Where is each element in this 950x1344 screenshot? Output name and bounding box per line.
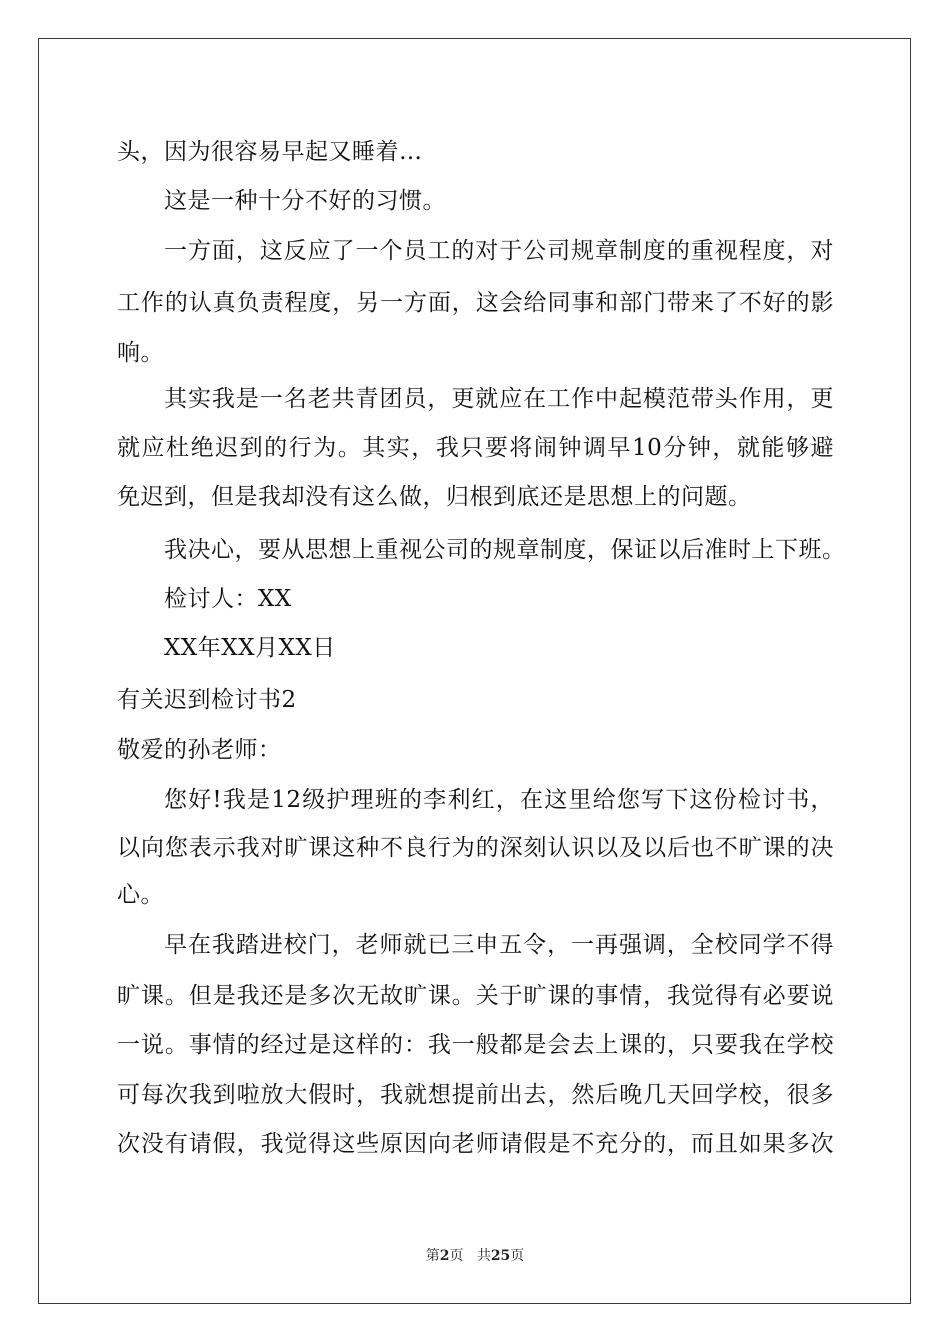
- salutation: 敬爱的孙老师：: [117, 737, 282, 763]
- text-line: 头，因为很容易早起又睡着…: [117, 139, 423, 165]
- page-footer: [0, 1247, 950, 1265]
- text-line: 次没有请假，我觉得这些原因向老师请假是不充分的，而且如果多次: [117, 1131, 834, 1157]
- text-line: 免迟到，但是我却没有这么做，归根到底还是思想上的问题。: [117, 484, 752, 510]
- text-line: 旷课。但是我还是多次无故旷课。关于旷课的事情，我觉得有必要说: [117, 983, 834, 1009]
- page-total: 25: [490, 1248, 511, 1264]
- text-line: 就应杜绝迟到的行为。其实，我只要将闹钟调早10分钟，就能够避: [117, 435, 834, 461]
- page-border: [38, 38, 911, 1304]
- text-line: 早在我踏进校门，老师就已三申五令，一再强调，全校同学不得: [164, 932, 834, 958]
- text-line: 工作的认真负责程度，另一方面，这会给同事和部门带来了不好的影: [117, 290, 834, 316]
- page-suffix: 页: [449, 1248, 464, 1264]
- text-line: 一方面，这反应了一个员工的对于公司规章制度的重视程度，对: [164, 238, 834, 264]
- text-line: 可每次我到啦放大假时，我就想提前出去，然后晚几天回学校，很多: [117, 1082, 834, 1108]
- text-line: 您好!我是12级护理班的李利红，在这里给您写下这份检讨书，: [164, 787, 834, 813]
- text-line: 一说。事情的经过是这样的：我一般都是会去上课的，只要我在学校: [117, 1032, 834, 1058]
- text-line: 以向您表示我对旷课这种不良行为的深刻认识以及以后也不旷课的决: [117, 835, 834, 861]
- text-line: XX年XX月XX日: [164, 635, 336, 661]
- page-prefix: 第: [425, 1248, 440, 1264]
- text-line: 心。: [117, 882, 164, 908]
- text-line: 这是一种十分不好的习惯。: [164, 188, 446, 214]
- text-line: 我决心，要从思想上重视公司的规章制度，保证以后准时上下班。: [164, 537, 846, 563]
- total-suffix: 页: [510, 1248, 525, 1264]
- text-line: 其实我是一名老共青团员，更就应在工作中起模范带头作用，更: [164, 386, 834, 412]
- text-line: 检讨人：XX: [164, 586, 292, 612]
- section-title: 有关迟到检讨书2: [117, 687, 297, 713]
- text-line: 响。: [117, 340, 164, 366]
- total-prefix: 共: [476, 1248, 491, 1264]
- page-current: 2: [439, 1248, 450, 1264]
